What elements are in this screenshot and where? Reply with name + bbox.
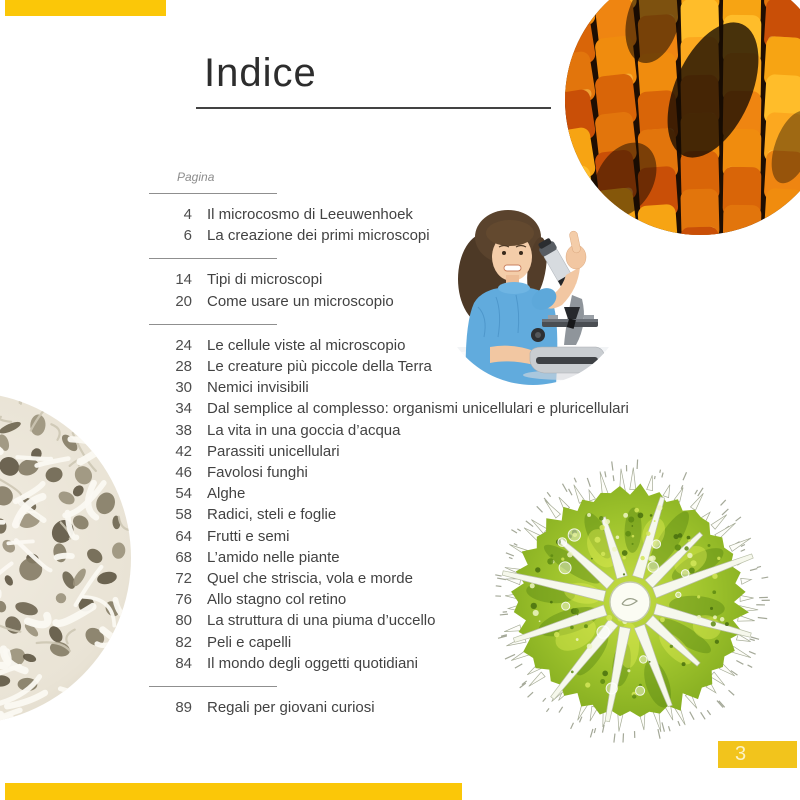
toc-entry-title: Parassiti unicellulari <box>207 442 340 460</box>
toc-entry-page: 24 <box>175 336 192 354</box>
toc-entry-title: Quel che striscia, vola e morde <box>207 570 413 588</box>
toc-divider <box>149 193 277 194</box>
toc-entry-title: Alghe <box>207 485 246 503</box>
toc-entry-title: Tipi di microscopi <box>207 271 323 289</box>
page-number-badge <box>718 741 797 768</box>
toc-entry-title: Come usare un microscopio <box>207 292 394 310</box>
toc-entry <box>149 420 629 441</box>
toc-entry-title: Nemici invisibili <box>207 379 309 397</box>
toc-entry-page: 4 <box>183 206 192 223</box>
toc-entry-title: Il microcosmo di Leeuwenhoek <box>207 206 413 223</box>
toc-entry-page: 82 <box>175 633 192 651</box>
toc-entry-page: 42 <box>175 442 192 460</box>
toc-entry-title: Le cellule viste al microscopio <box>207 336 406 354</box>
page-title: Indice <box>204 51 317 95</box>
toc-entry-page: 58 <box>175 506 192 524</box>
toc-entry-title: Frutti e semi <box>207 527 290 545</box>
toc-divider <box>149 324 277 325</box>
toc-entry-page: 20 <box>175 292 192 310</box>
toc-entry-page: 84 <box>175 654 192 672</box>
toc-divider <box>149 686 277 687</box>
toc-entry-title: Il mondo degli oggetti quotidiani <box>207 654 418 672</box>
toc-entry-title: Regali per giovani curiosi <box>207 699 375 717</box>
girl-with-microscope-photo <box>438 195 628 385</box>
toc-entry-title: L’amido nelle piante <box>207 548 340 566</box>
toc-entry-page: 80 <box>175 612 192 630</box>
toc-entry <box>149 398 629 419</box>
page-column-label: Pagina <box>177 170 215 184</box>
bottom-accent-bar <box>5 783 462 800</box>
toc-entry-title: Peli e capelli <box>207 633 292 651</box>
top-accent-bar <box>5 0 166 16</box>
toc-entry-page: 46 <box>175 464 192 482</box>
toc-entry-page: 38 <box>175 421 192 439</box>
toc-entry-page: 6 <box>183 227 192 245</box>
toc-divider <box>149 258 277 259</box>
sponge-fiber-micrograph <box>0 388 135 728</box>
toc-entry-page: 89 <box>175 699 192 717</box>
toc-entry-title: Le creature più piccole della Terra <box>207 358 432 376</box>
toc-entry-title: La struttura di una piuma d’uccello <box>207 612 436 630</box>
toc-entry-title: Radici, steli e foglie <box>207 506 337 524</box>
toc-entry-title: Dal semplice al complesso: organismi unicellulari e pluricellulari <box>207 400 629 418</box>
toc-entry-page: 68 <box>175 548 192 566</box>
green-algae-micrograph <box>470 442 790 762</box>
toc-entry-page: 64 <box>175 527 192 545</box>
toc-entry-page: 72 <box>175 570 192 588</box>
toc-entry-title: Favolosi funghi <box>207 464 308 482</box>
toc-entry-page: 28 <box>175 358 192 376</box>
toc-entry-page: 30 <box>175 379 192 397</box>
toc-entry-page: 34 <box>175 400 192 418</box>
toc-entry-page: 76 <box>175 591 192 609</box>
toc-entry-page: 54 <box>175 485 192 503</box>
toc-entry-page: 14 <box>175 271 192 289</box>
page-number: 3 <box>735 743 747 765</box>
toc-entry-title: La vita in una goccia d’acqua <box>207 421 401 439</box>
toc-entry-title: La creazione dei primi microscopi <box>207 227 430 245</box>
toc-entry-title: Allo stagno col retino <box>207 591 347 609</box>
title-divider <box>196 107 551 109</box>
